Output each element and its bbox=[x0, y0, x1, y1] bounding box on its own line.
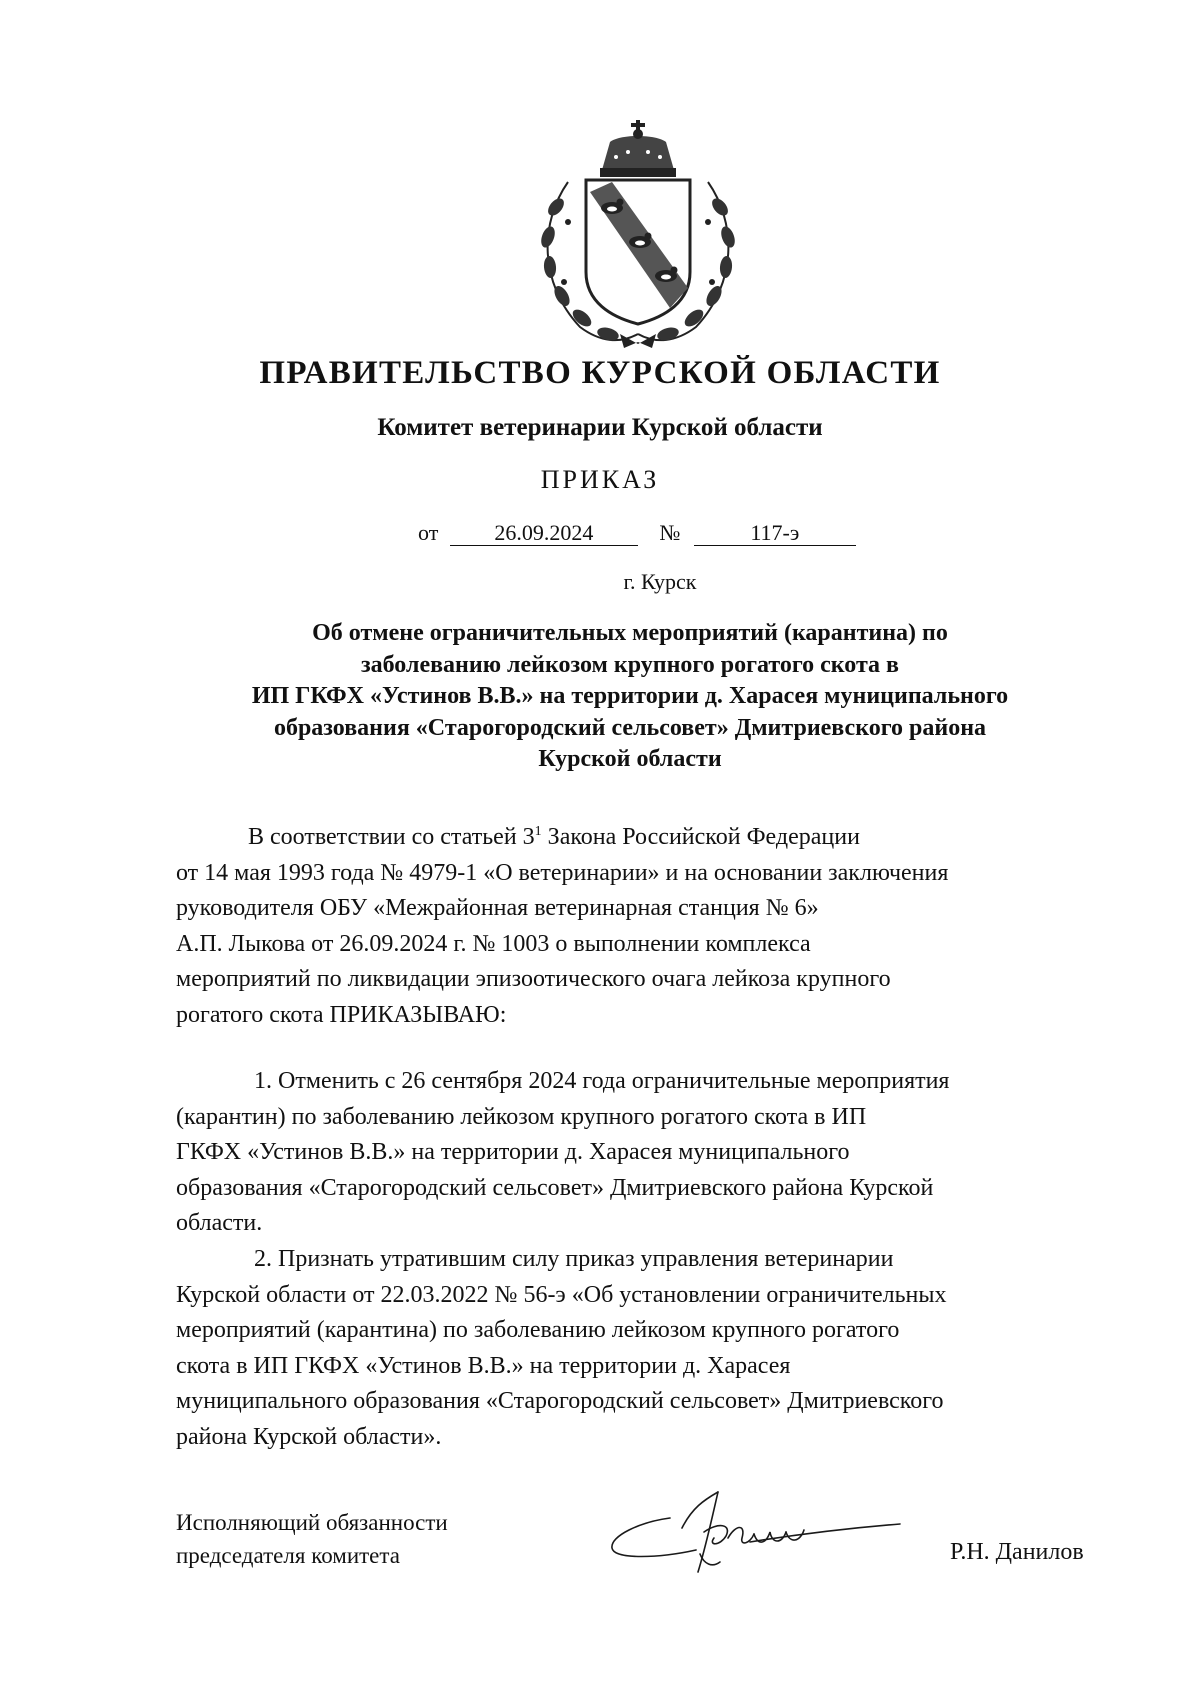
body-line: Курской области от 22.03.2022 № 56-э «Об установлении ограничительных bbox=[176, 1281, 947, 1308]
body-line: ГКФХ «Устинов В.В.» на территории д. Харасея муниципального bbox=[176, 1139, 850, 1166]
body-line: образования «Старогородский сельсовет» Дмитриевского района Курской bbox=[176, 1174, 934, 1201]
signatory-role-line: Исполняющий обязанности bbox=[176, 1510, 448, 1535]
signatory-name: Р.Н. Данилов bbox=[950, 1539, 1084, 1565]
issue-city: г. Курск bbox=[623, 569, 697, 594]
body-line: (карантин) по заболеванию лейкозом крупного рогатого скота в ИП bbox=[176, 1103, 867, 1130]
subject-line: образования «Старогородский сельсовет» Дмитриевского района bbox=[273, 714, 987, 741]
body-line: скота в ИП ГКФХ «Устинов В.В.» на территории д. Харасея bbox=[176, 1352, 791, 1379]
body-line: руководителя ОБУ «Межрайонная ветеринарная станция № 6» bbox=[176, 895, 819, 922]
signatory-role-line: председателя комитета bbox=[176, 1543, 400, 1568]
preamble-paragraph bbox=[176, 820, 1096, 1034]
order-date-number-line bbox=[418, 520, 856, 546]
subject-line: заболеванию лейкозом крупного рогатого скота в bbox=[360, 651, 900, 678]
body-line: мероприятий по ликвидации эпизоотического очага лейкоза крупного bbox=[176, 966, 891, 993]
body-line: района Курской области». bbox=[176, 1423, 442, 1450]
committee-name: Комитет ветеринарии Курской области bbox=[377, 414, 823, 441]
subject-line: ИП ГКФХ «Устинов В.В.» на территории д. Харасея муниципального bbox=[251, 683, 1009, 709]
subject-line: Курской области bbox=[538, 746, 722, 772]
government-title: ПРАВИТЕЛЬСТВО КУРСКОЙ ОБЛАСТИ bbox=[259, 355, 941, 391]
signatory-role bbox=[176, 1506, 448, 1572]
handwritten-signature-icon bbox=[600, 1488, 920, 1578]
order-subject bbox=[160, 618, 1100, 776]
body-line: от 14 мая 1993 года № 4979-1 «О ветеринарии» и на основании заключения bbox=[176, 859, 949, 886]
preamble-text: В соответствии со статьей $3^1$ Закона Российской Федерации bbox=[248, 824, 860, 850]
number-sign: № bbox=[659, 520, 681, 545]
body-line: области. bbox=[176, 1210, 263, 1237]
preamble-first-line bbox=[176, 820, 1096, 856]
article-superscript: 1 bbox=[534, 824, 542, 839]
date-prefix: от bbox=[418, 520, 439, 545]
body-line: муниципального образования «Старогородский сельсовет» Дмитриевского bbox=[176, 1388, 944, 1415]
order-item-1 bbox=[176, 1064, 1096, 1242]
order-item-2 bbox=[176, 1242, 1096, 1456]
body-line: 1. Отменить с 26 сентября 2024 года ограничительные мероприятия bbox=[254, 1068, 950, 1094]
document-type: ПРИКАЗ bbox=[540, 465, 660, 494]
body-line: А.П. Лыкова от 26.09.2024 г. № 1003 о выполнении комплекса bbox=[176, 930, 811, 957]
order-number: 117-э bbox=[694, 521, 856, 546]
body-line: мероприятий (карантина) по заболеванию лейкозом крупного рогатого bbox=[176, 1317, 900, 1344]
subject-line: Об отмене ограничительных мероприятий (карантина) по bbox=[312, 620, 948, 646]
order-date: 26.09.2024 bbox=[450, 521, 638, 546]
body-line: рогатого скота ПРИКАЗЫВАЮ: bbox=[176, 1001, 507, 1028]
kursk-coat-of-arms-icon bbox=[520, 112, 756, 352]
body-line: 2. Признать утратившим силу приказ управления ветеринарии bbox=[254, 1246, 894, 1272]
